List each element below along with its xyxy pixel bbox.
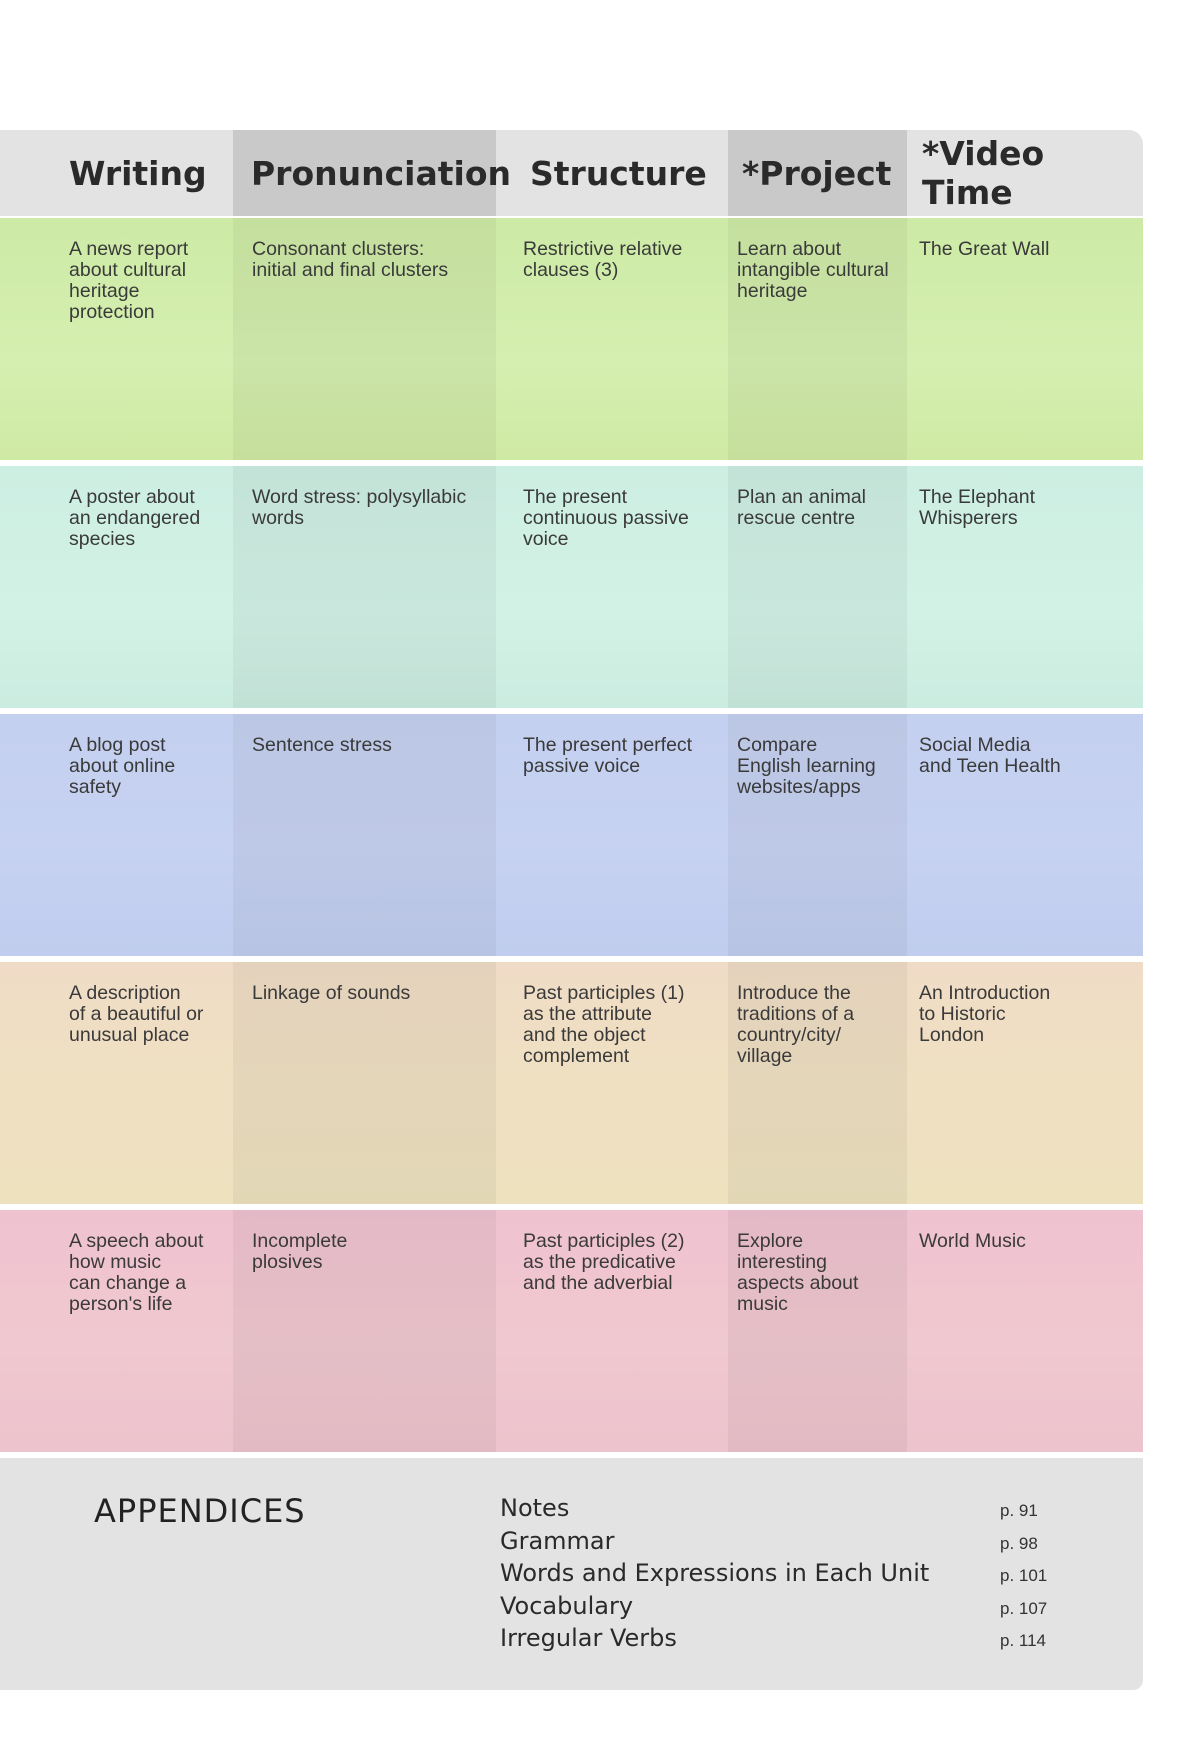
appendix-item-words-and-expressions[interactable] (500, 1559, 1060, 1592)
header-structure: Structure (530, 153, 707, 193)
header-video-time: *Video Time (922, 134, 1045, 212)
appendix-page: p. 98 (1000, 1533, 1038, 1553)
appendix-page: p. 114 (1000, 1631, 1047, 1650)
appendix-name: Irregular Verbs (500, 1624, 677, 1652)
appendix-name: Notes (500, 1494, 570, 1522)
project-cell: Learn about intangible cultural heritage (728, 218, 907, 460)
appendices-section (0, 1458, 1143, 1690)
project-cell: Introduce the traditions of a country/city/ village (728, 962, 907, 1204)
appendix-page: p. 107 (1000, 1598, 1048, 1618)
appendix-name: Grammar (500, 1526, 615, 1555)
appendix-item-grammar[interactable] (500, 1527, 1060, 1560)
table-row (0, 218, 1143, 460)
table-row (0, 466, 1143, 708)
structure-cell: The present continuous passive voice (523, 486, 689, 550)
table-header-row (0, 130, 1143, 216)
pronunciation-cell: Linkage of sounds (233, 962, 496, 1204)
header-project: *Project (728, 130, 907, 216)
table-row (0, 962, 1143, 1204)
writing-cell: A news report about cultural heritage protection (69, 238, 189, 323)
structure-cell: Past participles (2) as the predicative and the adverbial (523, 1230, 685, 1294)
video-cell: The Elephant Whisperers (919, 486, 1036, 529)
structure-cell: The present perfect passive voice (523, 734, 693, 777)
pronunciation-cell: Word stress: polysyllabic words (233, 466, 496, 708)
appendix-item-vocabulary[interactable] (500, 1592, 1060, 1625)
appendix-page: p. 101 (1000, 1566, 1048, 1585)
appendices-title: APPENDICES (94, 1492, 306, 1530)
contents-table (0, 130, 1143, 1690)
table-row (0, 714, 1143, 956)
structure-cell: Restrictive relative clauses (3) (523, 238, 683, 281)
video-cell: World Music (919, 1230, 1026, 1252)
video-cell: Social Media and Teen Health (919, 734, 1061, 777)
writing-cell: A description of a beautiful or unusual place (69, 982, 204, 1046)
pronunciation-cell: Incomplete plosives (233, 1210, 496, 1452)
structure-cell: Past participles (1) as the attribute and the object complement (523, 982, 685, 1067)
project-cell: Compare English learning websites/apps (728, 714, 907, 956)
appendices-list (500, 1494, 1060, 1657)
table-row (0, 1210, 1143, 1452)
video-cell: The Great Wall (919, 238, 1050, 260)
project-cell: Explore interesting aspects about music (728, 1210, 907, 1452)
appendix-name: Vocabulary (500, 1591, 634, 1620)
pronunciation-cell: Consonant clusters: initial and final clusters (233, 218, 496, 460)
appendix-item-notes[interactable] (500, 1494, 1060, 1527)
header-writing: Writing (69, 153, 207, 193)
writing-cell: A speech about how music can change a person's life (69, 1230, 204, 1315)
header-pronunciation: Pronunciation (233, 130, 496, 216)
appendix-page: p. 91 (1000, 1501, 1038, 1520)
appendix-item-irregular-verbs[interactable] (500, 1624, 1060, 1657)
writing-cell: A poster about an endangered species (69, 486, 201, 550)
appendix-name: Words and Expressions in Each Unit (500, 1559, 930, 1587)
writing-cell: A blog post about online safety (69, 734, 176, 798)
project-cell: Plan an animal rescue centre (728, 466, 907, 708)
video-cell: An Introduction to Historic London (919, 982, 1051, 1046)
pronunciation-cell: Sentence stress (233, 714, 496, 956)
